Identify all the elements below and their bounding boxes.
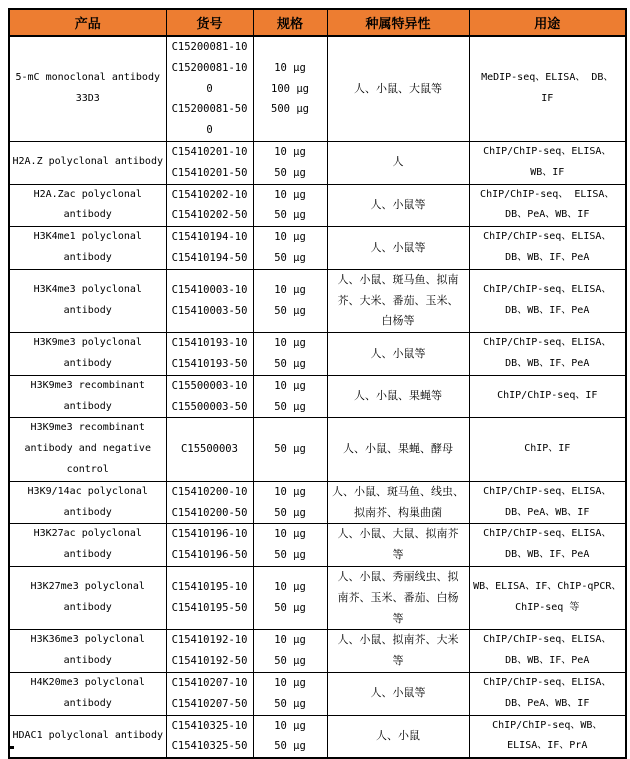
cell-line: C15500003-50 bbox=[171, 400, 248, 413]
cell-line: 50 μg bbox=[274, 602, 306, 615]
cell-line: C15410200-50 bbox=[171, 506, 248, 519]
antibody-catalog-table-wrap bbox=[8, 8, 627, 759]
cell-line: antibody bbox=[63, 655, 112, 667]
application-cell bbox=[469, 333, 626, 376]
catalog-number-cell bbox=[166, 418, 253, 481]
cell-line: C15410195-50 bbox=[171, 602, 248, 615]
cell-line: 10 μg bbox=[274, 231, 306, 244]
cell-line: DB、WB、IF、PeA bbox=[505, 357, 590, 369]
cell-line: antibody bbox=[63, 697, 112, 709]
cell-line: ChIP/ChIP-seq、ELISA、 bbox=[483, 634, 612, 646]
cell-line: C15410193-10 bbox=[171, 337, 248, 350]
cell-line: 10 μg bbox=[274, 634, 306, 647]
cell-line: H3K27ac polyclonal bbox=[33, 528, 142, 540]
cell-line: C15410196-50 bbox=[171, 549, 248, 562]
catalog-number-cell bbox=[166, 184, 253, 227]
application-cell bbox=[469, 715, 626, 758]
cell-line: H4K20me3 polyclonal bbox=[30, 676, 145, 688]
cell-line: ChIP/ChIP-seq、ELISA、 bbox=[483, 528, 612, 540]
cell-line: 50 μg bbox=[274, 251, 306, 264]
cell-line: 10 μg bbox=[274, 719, 306, 732]
cell-line: C15500003-10 bbox=[171, 379, 248, 392]
cell-line: 人、小鼠、拟南芥、大米 bbox=[337, 633, 459, 647]
cell-line: 人、小鼠等 bbox=[370, 346, 426, 360]
species-specificity-cell bbox=[327, 375, 469, 418]
cell-line: 10 μg bbox=[274, 581, 306, 594]
application-cell bbox=[469, 269, 626, 332]
catalog-number-cell bbox=[166, 524, 253, 567]
cell-line: ChIP/ChIP-seq、IF bbox=[497, 390, 598, 402]
catalog-number-cell bbox=[166, 333, 253, 376]
species-specificity-cell bbox=[327, 141, 469, 184]
cell-line: 人、小鼠 bbox=[376, 728, 420, 742]
cell-line: WB、ELISA、IF、ChIP-qPCR、 bbox=[473, 581, 622, 593]
cell-line: C15200081-10 bbox=[171, 41, 248, 53]
cell-line: C15410325-10 bbox=[171, 719, 248, 732]
cell-line: antibody bbox=[63, 209, 112, 221]
cell-line: 人、小鼠、果蝇等 bbox=[354, 389, 442, 403]
table-row bbox=[9, 715, 626, 758]
specification-cell bbox=[253, 141, 327, 184]
table-row bbox=[9, 630, 626, 673]
table-row bbox=[9, 524, 626, 567]
cell-line: H2A.Zac polyclonal bbox=[33, 188, 142, 200]
product-cell bbox=[9, 566, 166, 629]
cell-line: H3K9/14ac polyclonal bbox=[27, 485, 148, 497]
cell-line: ChIP/ChIP-seq、ELISA、 bbox=[483, 485, 612, 497]
cell-line: WB、IF bbox=[530, 166, 565, 178]
specification-cell bbox=[253, 333, 327, 376]
col-header-species-specificity: 种属特异性 bbox=[327, 9, 469, 36]
cell-line: C15410201-50 bbox=[171, 166, 248, 179]
cell-line: ChIP/ChIP-seq、WB、 bbox=[492, 719, 603, 731]
cell-line: C15410200-10 bbox=[171, 485, 248, 498]
table-row bbox=[9, 375, 626, 418]
catalog-number-cell bbox=[166, 36, 253, 141]
application-cell bbox=[469, 36, 626, 141]
cell-line: 500 μg bbox=[271, 103, 309, 116]
cell-line: C15200081-50 bbox=[171, 103, 248, 116]
cell-line: antibody bbox=[63, 506, 112, 518]
cell-line: 50 μg bbox=[274, 697, 306, 710]
cell-line: 50 μg bbox=[274, 304, 306, 317]
cell-line: C15410192-10 bbox=[171, 634, 248, 647]
cell-line: C15410192-50 bbox=[171, 655, 248, 668]
catalog-number-cell bbox=[166, 630, 253, 673]
cell-line: antibody bbox=[63, 602, 112, 614]
specification-cell bbox=[253, 375, 327, 418]
cell-line: H2A.Z polyclonal antibody bbox=[12, 156, 163, 168]
cell-line: ChIP-seq 等 bbox=[515, 602, 580, 614]
species-specificity-cell bbox=[327, 566, 469, 629]
cell-line: antibody and negative bbox=[24, 443, 151, 455]
species-specificity-cell bbox=[327, 227, 469, 270]
cell-line: 50 μg bbox=[274, 166, 306, 179]
specification-cell bbox=[253, 418, 327, 481]
species-specificity-cell bbox=[327, 269, 469, 332]
cell-line: C15410325-50 bbox=[171, 740, 248, 753]
application-cell bbox=[469, 672, 626, 715]
cell-line: antibody bbox=[63, 400, 112, 412]
cell-line: 人、小鼠、斑马鱼、线虫、 bbox=[332, 484, 464, 498]
cell-line: DB、WB、IF、PeA bbox=[505, 304, 590, 316]
cell-line: 50 μg bbox=[274, 357, 306, 370]
cell-line: ELISA、IF、PrA bbox=[507, 740, 588, 752]
cell-line: ChIP/ChIP-seq、 ELISA、 bbox=[480, 188, 615, 200]
species-specificity-cell bbox=[327, 715, 469, 758]
species-specificity-cell bbox=[327, 418, 469, 481]
col-header-application: 用途 bbox=[469, 9, 626, 36]
product-cell bbox=[9, 269, 166, 332]
specification-cell bbox=[253, 630, 327, 673]
product-cell bbox=[9, 375, 166, 418]
cell-line: H3K9me3 recombinant bbox=[30, 379, 145, 391]
cell-line: 10 μg bbox=[274, 284, 306, 297]
cell-line: 0 bbox=[206, 124, 213, 137]
application-cell bbox=[469, 481, 626, 524]
cell-line: H3K4me3 polyclonal bbox=[33, 284, 142, 296]
specification-cell bbox=[253, 715, 327, 758]
species-specificity-cell bbox=[327, 333, 469, 376]
species-specificity-cell bbox=[327, 36, 469, 141]
table-row bbox=[9, 184, 626, 227]
cell-line: 10 μg bbox=[274, 379, 306, 392]
cell-line: 等 bbox=[392, 548, 404, 562]
cell-line: C15410202-50 bbox=[171, 209, 248, 222]
cell-line: DB、WB、IF、PeA bbox=[505, 549, 590, 561]
species-specificity-cell bbox=[327, 630, 469, 673]
application-cell bbox=[469, 524, 626, 567]
table-row bbox=[9, 672, 626, 715]
cell-line: 人 bbox=[392, 155, 404, 169]
product-cell bbox=[9, 481, 166, 524]
cell-line: C15410201-10 bbox=[171, 145, 248, 158]
cell-line: 100 μg bbox=[271, 82, 309, 95]
specification-cell bbox=[253, 481, 327, 524]
cell-line: HDAC1 polyclonal antibody bbox=[12, 729, 163, 741]
cell-line: antibody bbox=[63, 549, 112, 561]
table-row bbox=[9, 269, 626, 332]
cell-line: C15410195-10 bbox=[171, 581, 248, 594]
cell-line: ChIP/ChIP-seq、ELISA、 bbox=[483, 145, 612, 157]
cell-line: 10 μg bbox=[274, 676, 306, 689]
specification-cell bbox=[253, 566, 327, 629]
cell-line: 人、小鼠、大鼠等 bbox=[354, 81, 442, 95]
cell-line: 人、小鼠、大鼠、拟南芥 bbox=[337, 527, 459, 541]
cell-line: 人、小鼠、秀丽线虫、拟 bbox=[337, 569, 459, 583]
cell-line: 50 μg bbox=[274, 506, 306, 519]
specification-cell bbox=[253, 269, 327, 332]
cell-line: ChIP/ChIP-seq、ELISA、 bbox=[483, 284, 612, 296]
catalog-number-cell bbox=[166, 141, 253, 184]
product-cell bbox=[9, 184, 166, 227]
specification-cell bbox=[253, 227, 327, 270]
cell-line: C15410003-10 bbox=[171, 284, 248, 297]
specification-cell bbox=[253, 36, 327, 141]
cell-line: antibody bbox=[63, 357, 112, 369]
application-cell bbox=[469, 566, 626, 629]
table-row bbox=[9, 141, 626, 184]
specification-cell bbox=[253, 184, 327, 227]
product-cell bbox=[9, 227, 166, 270]
application-cell bbox=[469, 141, 626, 184]
cell-line: ChIP/ChIP-seq、ELISA、 bbox=[483, 231, 612, 243]
cell-line: 50 μg bbox=[274, 740, 306, 753]
cell-line: 50 μg bbox=[274, 549, 306, 562]
antibody-catalog-table bbox=[8, 8, 627, 759]
application-cell bbox=[469, 630, 626, 673]
specification-cell bbox=[253, 524, 327, 567]
cell-line: 50 μg bbox=[274, 655, 306, 668]
product-cell bbox=[9, 36, 166, 141]
cell-line: antibody bbox=[63, 304, 112, 316]
cell-line: antibody bbox=[63, 251, 112, 263]
cell-line: ChIP/ChIP-seq、ELISA、 bbox=[483, 676, 612, 688]
table-row bbox=[9, 566, 626, 629]
catalog-number-cell bbox=[166, 481, 253, 524]
catalog-number-cell bbox=[166, 269, 253, 332]
cell-line: C15410193-50 bbox=[171, 357, 248, 370]
cell-line: 0 bbox=[206, 82, 213, 95]
cell-line: DB、WB、IF、PeA bbox=[505, 251, 590, 263]
product-cell bbox=[9, 672, 166, 715]
product-cell bbox=[9, 141, 166, 184]
species-specificity-cell bbox=[327, 184, 469, 227]
cell-line: IF bbox=[541, 92, 554, 104]
cell-line: 人、小鼠、果蝇、酵母 bbox=[343, 442, 453, 456]
cell-line: 人、小鼠等 bbox=[370, 240, 426, 254]
cell-line: C15410196-10 bbox=[171, 528, 248, 541]
species-specificity-cell bbox=[327, 672, 469, 715]
cell-line: H3K4me1 polyclonal bbox=[33, 231, 142, 243]
cell-line: 50 μg bbox=[274, 209, 306, 222]
cell-line: C15410207-50 bbox=[171, 697, 248, 710]
cell-line: 人、小鼠等 bbox=[370, 197, 426, 211]
cell-line: 人、小鼠、斑马鱼、拟南 bbox=[337, 272, 459, 286]
species-specificity-cell bbox=[327, 481, 469, 524]
cell-line: 拟南芥、构巢曲菌 bbox=[354, 505, 442, 519]
cell-line: C15410194-50 bbox=[171, 251, 248, 264]
cell-line: 人、小鼠等 bbox=[370, 686, 426, 700]
cell-line: 50 μg bbox=[274, 443, 306, 456]
cell-line: 10 μg bbox=[274, 188, 306, 201]
species-specificity-cell bbox=[327, 524, 469, 567]
cell-line: ChIP、IF bbox=[524, 443, 571, 455]
cell-line: C15500003 bbox=[181, 443, 238, 456]
cell-line: 10 μg bbox=[274, 485, 306, 498]
table-row bbox=[9, 227, 626, 270]
cell-line: 10 μg bbox=[274, 61, 306, 74]
header-row bbox=[9, 9, 626, 36]
product-cell bbox=[9, 715, 166, 758]
table-row bbox=[9, 481, 626, 524]
cell-line: H3K36me3 polyclonal bbox=[30, 634, 145, 646]
cell-line: H3K27me3 polyclonal bbox=[30, 581, 145, 593]
application-cell bbox=[469, 418, 626, 481]
cell-line: C15410207-10 bbox=[171, 676, 248, 689]
cell-line: H3K9me3 recombinant bbox=[30, 422, 145, 434]
catalog-number-cell bbox=[166, 375, 253, 418]
product-cell bbox=[9, 418, 166, 481]
cell-line: ChIP/ChIP-seq、ELISA、 bbox=[483, 337, 612, 349]
cell-line: C15410202-10 bbox=[171, 188, 248, 201]
cell-line: DB、WB、IF、PeA bbox=[505, 655, 590, 667]
col-header-catalog-number: 货号 bbox=[166, 9, 253, 36]
product-cell bbox=[9, 333, 166, 376]
cell-line: 5-mC monoclonal antibody bbox=[15, 72, 160, 84]
cell-line: C15410194-10 bbox=[171, 231, 248, 244]
product-cell bbox=[9, 524, 166, 567]
catalog-number-cell bbox=[166, 672, 253, 715]
col-header-product: 产品 bbox=[9, 9, 166, 36]
cell-line: 等 bbox=[392, 611, 404, 625]
table-body bbox=[9, 36, 626, 758]
cell-line: 33D3 bbox=[75, 92, 100, 104]
product-cell bbox=[9, 630, 166, 673]
catalog-number-cell bbox=[166, 227, 253, 270]
cell-line: DB、PeA、WB、IF bbox=[505, 506, 590, 518]
cell-line: C15200081-10 bbox=[171, 61, 248, 74]
cell-line: 南芥、玉米、番茄、白杨 bbox=[337, 590, 459, 604]
cell-line: control bbox=[66, 463, 109, 475]
cell-line: 10 μg bbox=[274, 145, 306, 158]
table-row bbox=[9, 36, 626, 141]
cell-line: 10 μg bbox=[274, 528, 306, 541]
cell-line: MeDIP-seq、ELISA、 DB、 bbox=[481, 72, 614, 84]
catalog-number-cell bbox=[166, 715, 253, 758]
cell-line: DB、PeA、WB、IF bbox=[505, 697, 590, 709]
application-cell bbox=[469, 227, 626, 270]
cell-line: 白杨等 bbox=[381, 314, 415, 328]
cell-line: H3K9me3 polyclonal bbox=[33, 337, 142, 349]
col-header-specification: 规格 bbox=[253, 9, 327, 36]
cell-line: 等 bbox=[392, 654, 404, 668]
cell-line: C15410003-50 bbox=[171, 304, 248, 317]
cell-line: 芥、大米、番茄、玉米、 bbox=[337, 293, 459, 307]
application-cell bbox=[469, 375, 626, 418]
cell-line: DB、PeA、WB、IF bbox=[505, 209, 590, 221]
catalog-number-cell bbox=[166, 566, 253, 629]
cell-line: 10 μg bbox=[274, 337, 306, 350]
table-row bbox=[9, 418, 626, 481]
table-row bbox=[9, 333, 626, 376]
specification-cell bbox=[253, 672, 327, 715]
cell-line: 50 μg bbox=[274, 400, 306, 413]
application-cell bbox=[469, 184, 626, 227]
